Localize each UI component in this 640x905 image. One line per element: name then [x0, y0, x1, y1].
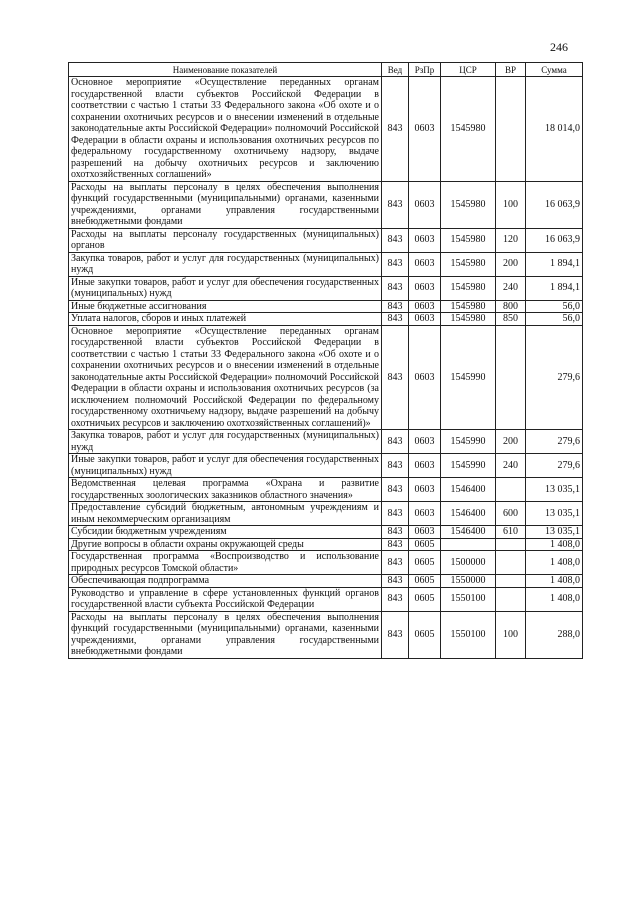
cell-ved: 843 [382, 538, 409, 551]
cell-vr: 100 [496, 181, 526, 228]
cell-sum: 13 035,1 [526, 526, 583, 539]
cell-rzpr: 0603 [409, 526, 441, 539]
cell-vr [496, 325, 526, 430]
table-row [69, 575, 583, 588]
cell-name: Основное мероприятие «Осуществление переданных органам государственной власти субъектов Российской Федерации в соответствии с частью 1 статьи 33 Федерального закона «Об охоте и о сохранении охотничьих ресурсов и о внесении изменений в отдельные законодательные акты Российской Федерации» полномочий Российской Федерации в области охраны и использования охотничьих ресурсов по федеральному государственному охотничьему надзору, выдаче разрешений на добычу охотничьих ресурсов и заключению охотхозяйственных соглашений» [69, 77, 382, 182]
cell-csr: 1550100 [441, 587, 496, 611]
cell-rzpr: 0603 [409, 77, 441, 182]
cell-rzpr: 0603 [409, 325, 441, 430]
cell-ved: 843 [382, 77, 409, 182]
cell-rzpr: 0605 [409, 587, 441, 611]
cell-rzpr: 0603 [409, 478, 441, 502]
header-name: Наименование показателей [69, 63, 382, 77]
cell-sum: 16 063,9 [526, 228, 583, 252]
cell-sum: 56,0 [526, 300, 583, 313]
cell-ved: 843 [382, 575, 409, 588]
cell-ved: 843 [382, 181, 409, 228]
table-row [69, 526, 583, 539]
cell-sum: 279,6 [526, 454, 583, 478]
table-row [69, 430, 583, 454]
cell-rzpr: 0605 [409, 611, 441, 658]
cell-csr: 1545990 [441, 454, 496, 478]
table-row [69, 538, 583, 551]
cell-vr: 610 [496, 526, 526, 539]
cell-rzpr: 0605 [409, 538, 441, 551]
cell-ved: 843 [382, 252, 409, 276]
cell-csr: 1545980 [441, 313, 496, 326]
table-row [69, 313, 583, 326]
cell-csr: 1545990 [441, 430, 496, 454]
cell-sum: 16 063,9 [526, 181, 583, 228]
table-row [69, 325, 583, 430]
cell-name: Ведомственная целевая программа «Охрана и развитие государственных зоологических заказников областного значения» [69, 478, 382, 502]
cell-sum: 13 035,1 [526, 478, 583, 502]
table-row [69, 502, 583, 526]
cell-ved: 843 [382, 454, 409, 478]
cell-csr: 1545980 [441, 228, 496, 252]
cell-csr: 1545980 [441, 181, 496, 228]
cell-sum: 18 014,0 [526, 77, 583, 182]
cell-vr [496, 575, 526, 588]
cell-name: Иные бюджетные ассигнования [69, 300, 382, 313]
cell-csr: 1550100 [441, 611, 496, 658]
cell-rzpr: 0603 [409, 300, 441, 313]
cell-rzpr: 0603 [409, 430, 441, 454]
cell-vr: 600 [496, 502, 526, 526]
cell-sum: 1 894,1 [526, 252, 583, 276]
cell-name: Уплата налогов, сборов и иных платежей [69, 313, 382, 326]
cell-ved: 843 [382, 228, 409, 252]
cell-ved: 843 [382, 276, 409, 300]
cell-vr: 800 [496, 300, 526, 313]
table-header-row [69, 63, 583, 77]
page-number: 246 [550, 40, 568, 54]
cell-name: Другие вопросы в области охраны окружающей среды [69, 538, 382, 551]
table-row [69, 252, 583, 276]
cell-sum: 13 035,1 [526, 502, 583, 526]
cell-sum: 1 408,0 [526, 551, 583, 575]
cell-vr: 200 [496, 430, 526, 454]
cell-ved: 843 [382, 313, 409, 326]
cell-vr [496, 587, 526, 611]
cell-csr [441, 538, 496, 551]
cell-csr: 1500000 [441, 551, 496, 575]
cell-csr: 1545980 [441, 276, 496, 300]
cell-rzpr: 0605 [409, 551, 441, 575]
cell-rzpr: 0603 [409, 181, 441, 228]
cell-vr: 100 [496, 611, 526, 658]
cell-sum: 1 408,0 [526, 538, 583, 551]
table-row [69, 228, 583, 252]
cell-ved: 843 [382, 478, 409, 502]
cell-vr [496, 538, 526, 551]
table-row [69, 454, 583, 478]
table-row [69, 478, 583, 502]
table-row [69, 181, 583, 228]
cell-vr: 120 [496, 228, 526, 252]
cell-ved: 843 [382, 611, 409, 658]
cell-name: Субсидии бюджетным учреждениям [69, 526, 382, 539]
header-rzpr: РзПр [409, 63, 441, 77]
cell-vr: 200 [496, 252, 526, 276]
cell-ved: 843 [382, 502, 409, 526]
cell-ved: 843 [382, 300, 409, 313]
header-ved: Вед [382, 63, 409, 77]
cell-name: Обеспечивающая подпрограмма [69, 575, 382, 588]
cell-rzpr: 0603 [409, 228, 441, 252]
cell-vr [496, 77, 526, 182]
cell-csr: 1546400 [441, 478, 496, 502]
cell-sum: 279,6 [526, 430, 583, 454]
cell-ved: 843 [382, 430, 409, 454]
cell-sum: 279,6 [526, 325, 583, 430]
cell-ved: 843 [382, 551, 409, 575]
cell-rzpr: 0603 [409, 252, 441, 276]
cell-name: Руководство и управление в сфере установленных функций органов государственной власти субъекта Российской Федерации [69, 587, 382, 611]
cell-csr: 1545980 [441, 300, 496, 313]
cell-rzpr: 0605 [409, 575, 441, 588]
cell-csr: 1546400 [441, 526, 496, 539]
table-row [69, 551, 583, 575]
cell-ved: 843 [382, 587, 409, 611]
cell-name: Основное мероприятие «Осуществление переданных органам государственной власти субъектов Российской Федерации в соответствии с частью 1 статьи 33 Федерального закона «Об охоте и о сохранении охотничьих ресурсов и о внесении изменений в отдельные законодательные акты Российской Федерации» полномочий Российской Федерации в области охраны и использования охотничьих ресурсов (за исключением полномочий Российской Федерации по федеральному государственному охотничьему надзору, выдаче разрешений на добычу охотничьих ресурсов и заключению охотхозяйственных соглашений)» [69, 325, 382, 430]
cell-sum: 1 408,0 [526, 587, 583, 611]
cell-csr: 1545980 [441, 77, 496, 182]
cell-rzpr: 0603 [409, 454, 441, 478]
cell-name: Иные закупки товаров, работ и услуг для обеспечения государственных (муниципальных) нужд [69, 454, 382, 478]
table-row [69, 77, 583, 182]
cell-name: Государственная программа «Воспроизводство и использование природных ресурсов Томской области» [69, 551, 382, 575]
cell-rzpr: 0603 [409, 313, 441, 326]
cell-name: Предоставление субсидий бюджетным, автономным учреждениям и иным некоммерческим организациям [69, 502, 382, 526]
cell-sum: 1 894,1 [526, 276, 583, 300]
table-row [69, 300, 583, 313]
cell-rzpr: 0603 [409, 276, 441, 300]
header-csr: ЦСР [441, 63, 496, 77]
cell-sum: 288,0 [526, 611, 583, 658]
header-vr: ВР [496, 63, 526, 77]
cell-csr: 1545980 [441, 252, 496, 276]
cell-name: Закупка товаров, работ и услуг для государственных (муниципальных) нужд [69, 252, 382, 276]
cell-csr: 1546400 [441, 502, 496, 526]
cell-vr: 240 [496, 454, 526, 478]
cell-vr: 240 [496, 276, 526, 300]
budget-table [68, 62, 583, 659]
cell-csr: 1545990 [441, 325, 496, 430]
cell-name: Расходы на выплаты персоналу в целях обеспечения выполнения функций государственными (муниципальными) органами, казенными учреждениями, органами управления государственными внебюджетными фондами [69, 611, 382, 658]
cell-vr [496, 478, 526, 502]
cell-sum: 56,0 [526, 313, 583, 326]
table-row [69, 276, 583, 300]
header-sum: Сумма [526, 63, 583, 77]
cell-name: Закупка товаров, работ и услуг для государственных (муниципальных) нужд [69, 430, 382, 454]
cell-ved: 843 [382, 325, 409, 430]
cell-vr [496, 551, 526, 575]
cell-rzpr: 0603 [409, 502, 441, 526]
cell-name: Расходы на выплаты персоналу в целях обеспечения выполнения функций государственными (муниципальными) органами, казенными учреждениями, органами управления государственными внебюджетными фондами [69, 181, 382, 228]
table-row [69, 587, 583, 611]
cell-vr: 850 [496, 313, 526, 326]
cell-name: Иные закупки товаров, работ и услуг для обеспечения государственных (муниципальных) нужд [69, 276, 382, 300]
cell-sum: 1 408,0 [526, 575, 583, 588]
cell-name: Расходы на выплаты персоналу государственных (муниципальных) органов [69, 228, 382, 252]
table-row [69, 611, 583, 658]
cell-csr: 1550000 [441, 575, 496, 588]
cell-ved: 843 [382, 526, 409, 539]
